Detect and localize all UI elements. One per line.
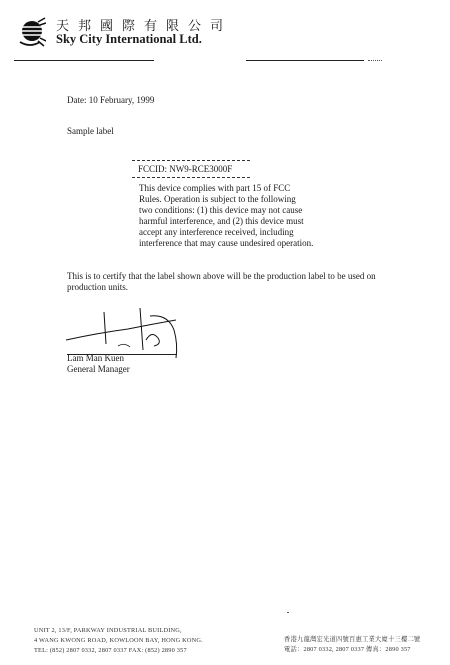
- label-statement: [139, 183, 313, 249]
- footer-line: 香港九龍灣宏光道四號百惠工業大廈十三樓二號: [284, 636, 421, 643]
- certification-line: production units.: [67, 282, 128, 292]
- company-name-english: Sky City International Ltd.: [56, 32, 202, 46]
- label-statement-line: This device complies with part 15 of FCC: [139, 183, 291, 193]
- header-rule-dots: [368, 60, 382, 61]
- footer-address-english: [34, 626, 203, 656]
- page-mark: [287, 612, 289, 613]
- footer-line: UNIT 2, 13/F, PARKWAY INDUSTRIAL BUILDING,: [34, 627, 182, 634]
- company-name-chinese: 天邦國際有限公司: [56, 18, 233, 33]
- header-rule-right: [246, 60, 364, 61]
- fcc-id: FCCID: NW9-RCE3000F: [138, 164, 233, 174]
- certification-paragraph: [67, 271, 376, 293]
- label-statement-line: accept any interference received, including: [139, 227, 294, 237]
- letter-date: Date: 10 February, 1999: [67, 95, 155, 105]
- footer-line: 電話：2807 0332, 2807 0337 傳真：2890 357: [284, 646, 411, 653]
- label-statement-line: harmful interference, and (2) this device must: [139, 216, 304, 226]
- certification-line: This is to certify that the label shown above will be the production label to be used on: [67, 271, 376, 281]
- label-statement-line: interference that may cause undesired operation.: [139, 238, 314, 248]
- header-rule-left: [14, 60, 154, 61]
- footer-line: 4 WANG KWONG ROAD, KOWLOON BAY, HONG KONG.: [34, 637, 203, 644]
- signatory-name: Lam Man Kuen: [67, 353, 124, 363]
- footer-line: TEL: (852) 2807 0332, 2807 0337 FAX: (852) 2890 357: [34, 647, 187, 654]
- signatory-title: General Manager: [67, 364, 130, 374]
- company-logo-icon: [16, 14, 46, 48]
- letter-subject: Sample label: [67, 126, 114, 136]
- label-statement-line: two conditions: (1) this device may not cause: [139, 205, 303, 215]
- label-statement-line: Rules. Operation is subject to the following: [139, 194, 296, 204]
- footer-address-chinese: [284, 635, 420, 655]
